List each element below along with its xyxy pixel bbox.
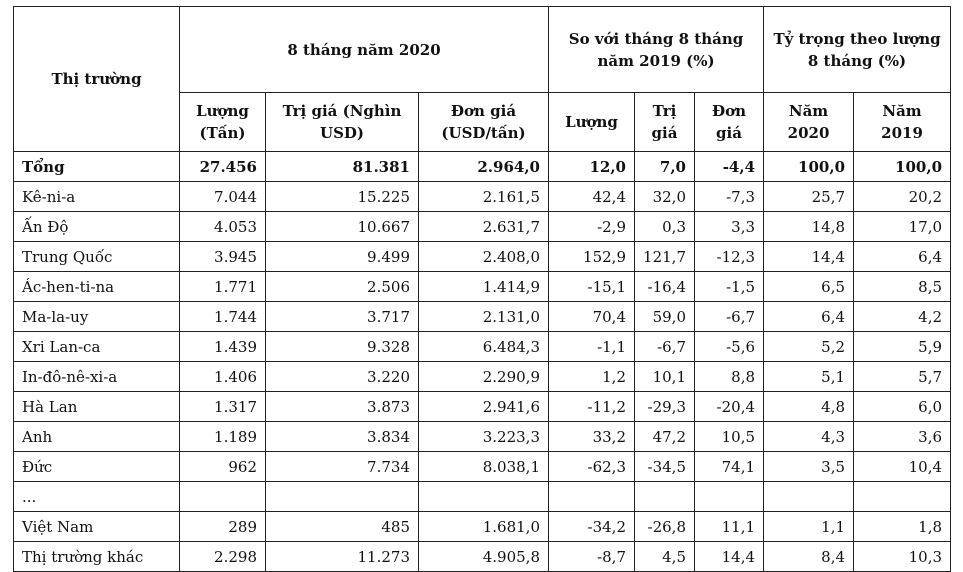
table-row bbox=[14, 512, 951, 542]
value-cell: 11,1 bbox=[695, 512, 764, 542]
value-cell: -12,3 bbox=[695, 242, 764, 272]
table-body bbox=[14, 152, 951, 572]
value-cell: 4,8 bbox=[764, 392, 854, 422]
value-cell: -26,8 bbox=[635, 512, 695, 542]
market-name-cell: Trung Quốc bbox=[14, 242, 180, 272]
market-name-cell: Ma-la-uy bbox=[14, 302, 180, 332]
value-cell: 121,7 bbox=[635, 242, 695, 272]
value-cell: 10,1 bbox=[635, 362, 695, 392]
value-cell: 1.771 bbox=[180, 272, 266, 302]
table-row bbox=[14, 362, 951, 392]
value-cell: 33,2 bbox=[549, 422, 635, 452]
table-row bbox=[14, 332, 951, 362]
value-cell: 42,4 bbox=[549, 182, 635, 212]
value-cell: 70,4 bbox=[549, 302, 635, 332]
value-cell: 10,5 bbox=[695, 422, 764, 452]
header-group-2020: 8 tháng năm 2020 bbox=[180, 7, 549, 93]
value-cell bbox=[266, 482, 419, 512]
value-cell: 9.499 bbox=[266, 242, 419, 272]
table-row bbox=[14, 242, 951, 272]
value-cell: -8,7 bbox=[549, 542, 635, 572]
value-cell: 3,6 bbox=[854, 422, 951, 452]
value-cell: 0,3 bbox=[635, 212, 695, 242]
value-cell: 4,5 bbox=[635, 542, 695, 572]
value-cell: 20,2 bbox=[854, 182, 951, 212]
market-name-cell: Ác-hen-ti-na bbox=[14, 272, 180, 302]
value-cell: 6,0 bbox=[854, 392, 951, 422]
value-cell bbox=[419, 482, 549, 512]
value-cell: 3.223,3 bbox=[419, 422, 549, 452]
value-cell: 3,5 bbox=[764, 452, 854, 482]
value-cell: 2.131,0 bbox=[419, 302, 549, 332]
value-cell: 8,5 bbox=[854, 272, 951, 302]
table-row bbox=[14, 482, 951, 512]
market-name-cell: In-đô-nê-xi-a bbox=[14, 362, 180, 392]
value-cell: 1,8 bbox=[854, 512, 951, 542]
value-cell: 8,4 bbox=[764, 542, 854, 572]
value-cell: 10,4 bbox=[854, 452, 951, 482]
total-row bbox=[14, 152, 951, 182]
market-name-cell: Đức bbox=[14, 452, 180, 482]
value-cell: 100,0 bbox=[764, 152, 854, 182]
value-cell: 7.044 bbox=[180, 182, 266, 212]
value-cell: 4.053 bbox=[180, 212, 266, 242]
value-cell: 3.945 bbox=[180, 242, 266, 272]
market-name-cell: ... bbox=[14, 482, 180, 512]
value-cell: 3,3 bbox=[695, 212, 764, 242]
value-cell: 1.189 bbox=[180, 422, 266, 452]
header-value-change: Trị giá bbox=[635, 93, 695, 152]
value-cell: 17,0 bbox=[854, 212, 951, 242]
value-cell: 2.298 bbox=[180, 542, 266, 572]
value-cell: 2.941,6 bbox=[419, 392, 549, 422]
value-cell bbox=[180, 482, 266, 512]
value-cell: 6.484,3 bbox=[419, 332, 549, 362]
market-name-cell: Ấn Độ bbox=[14, 212, 180, 242]
value-cell: 6,4 bbox=[854, 242, 951, 272]
value-cell bbox=[549, 482, 635, 512]
value-cell: 5,1 bbox=[764, 362, 854, 392]
value-cell: 2.964,0 bbox=[419, 152, 549, 182]
value-cell: 2.408,0 bbox=[419, 242, 549, 272]
market-name-cell: Hà Lan bbox=[14, 392, 180, 422]
table-row bbox=[14, 452, 951, 482]
table-row bbox=[14, 422, 951, 452]
value-cell: 3.220 bbox=[266, 362, 419, 392]
market-name-cell: Anh bbox=[14, 422, 180, 452]
value-cell: 1.439 bbox=[180, 332, 266, 362]
header-market: Thị trường bbox=[14, 7, 180, 152]
value-cell: 27.456 bbox=[180, 152, 266, 182]
header-volume-change: Lượng bbox=[549, 93, 635, 152]
value-cell: -11,2 bbox=[549, 392, 635, 422]
value-cell: 6,4 bbox=[764, 302, 854, 332]
table-row bbox=[14, 182, 951, 212]
value-cell: 12,0 bbox=[549, 152, 635, 182]
value-cell: -1,5 bbox=[695, 272, 764, 302]
value-cell: -2,9 bbox=[549, 212, 635, 242]
market-table bbox=[13, 6, 951, 572]
value-cell: 3.873 bbox=[266, 392, 419, 422]
value-cell: -29,3 bbox=[635, 392, 695, 422]
market-name-cell: Việt Nam bbox=[14, 512, 180, 542]
value-cell: -7,3 bbox=[695, 182, 764, 212]
table-row bbox=[14, 392, 951, 422]
header-unit-price: Đơn giá (USD/tấn) bbox=[419, 93, 549, 152]
value-cell: 1.317 bbox=[180, 392, 266, 422]
value-cell: -62,3 bbox=[549, 452, 635, 482]
value-cell: 81.381 bbox=[266, 152, 419, 182]
value-cell: 3.717 bbox=[266, 302, 419, 332]
value-cell: 5,2 bbox=[764, 332, 854, 362]
value-cell: -5,6 bbox=[695, 332, 764, 362]
value-cell: 74,1 bbox=[695, 452, 764, 482]
value-cell: -1,1 bbox=[549, 332, 635, 362]
value-cell: 10,3 bbox=[854, 542, 951, 572]
value-cell: 15.225 bbox=[266, 182, 419, 212]
table-row bbox=[14, 302, 951, 332]
value-cell bbox=[764, 482, 854, 512]
header-share-2019: Năm 2019 bbox=[854, 93, 951, 152]
value-cell: -6,7 bbox=[635, 332, 695, 362]
header-value: Trị giá (Nghìn USD) bbox=[266, 93, 419, 152]
value-cell: 2.631,7 bbox=[419, 212, 549, 242]
value-cell: -4,4 bbox=[695, 152, 764, 182]
value-cell: 4.905,8 bbox=[419, 542, 549, 572]
value-cell: 7.734 bbox=[266, 452, 419, 482]
header-group-share: Tỷ trọng theo lượng 8 tháng (%) bbox=[764, 7, 951, 93]
value-cell: -15,1 bbox=[549, 272, 635, 302]
value-cell: 152,9 bbox=[549, 242, 635, 272]
value-cell: -16,4 bbox=[635, 272, 695, 302]
market-name-cell: Kê-ni-a bbox=[14, 182, 180, 212]
header-price-change: Đơn giá bbox=[695, 93, 764, 152]
table-row bbox=[14, 212, 951, 242]
value-cell: 11.273 bbox=[266, 542, 419, 572]
header-volume: Lượng (Tấn) bbox=[180, 93, 266, 152]
value-cell bbox=[695, 482, 764, 512]
value-cell: 1.406 bbox=[180, 362, 266, 392]
value-cell: 8,8 bbox=[695, 362, 764, 392]
header-share-2020: Năm 2020 bbox=[764, 93, 854, 152]
value-cell: 10.667 bbox=[266, 212, 419, 242]
value-cell: 1,1 bbox=[764, 512, 854, 542]
value-cell: 14,4 bbox=[764, 242, 854, 272]
header-group-compare: So với tháng 8 tháng năm 2019 (%) bbox=[549, 7, 764, 93]
value-cell: 2.290,9 bbox=[419, 362, 549, 392]
value-cell: 4,3 bbox=[764, 422, 854, 452]
value-cell: 9.328 bbox=[266, 332, 419, 362]
value-cell: 6,5 bbox=[764, 272, 854, 302]
value-cell: 1.681,0 bbox=[419, 512, 549, 542]
value-cell: 100,0 bbox=[854, 152, 951, 182]
table-row bbox=[14, 542, 951, 572]
value-cell: 47,2 bbox=[635, 422, 695, 452]
value-cell: 1.414,9 bbox=[419, 272, 549, 302]
value-cell: 4,2 bbox=[854, 302, 951, 332]
value-cell: 1.744 bbox=[180, 302, 266, 332]
value-cell: 3.834 bbox=[266, 422, 419, 452]
value-cell: -6,7 bbox=[695, 302, 764, 332]
market-name-cell: Thị trường khác bbox=[14, 542, 180, 572]
value-cell: 25,7 bbox=[764, 182, 854, 212]
value-cell: 289 bbox=[180, 512, 266, 542]
value-cell: 2.506 bbox=[266, 272, 419, 302]
value-cell: 32,0 bbox=[635, 182, 695, 212]
value-cell: 962 bbox=[180, 452, 266, 482]
value-cell bbox=[635, 482, 695, 512]
value-cell: 14,4 bbox=[695, 542, 764, 572]
value-cell: -20,4 bbox=[695, 392, 764, 422]
value-cell bbox=[854, 482, 951, 512]
value-cell: 8.038,1 bbox=[419, 452, 549, 482]
value-cell: 5,7 bbox=[854, 362, 951, 392]
value-cell: 5,9 bbox=[854, 332, 951, 362]
value-cell: 14,8 bbox=[764, 212, 854, 242]
market-name-cell: Xri Lan-ca bbox=[14, 332, 180, 362]
value-cell: 7,0 bbox=[635, 152, 695, 182]
value-cell: 485 bbox=[266, 512, 419, 542]
value-cell: 59,0 bbox=[635, 302, 695, 332]
value-cell: -34,2 bbox=[549, 512, 635, 542]
market-name-cell: Tổng bbox=[14, 152, 180, 182]
value-cell: -34,5 bbox=[635, 452, 695, 482]
value-cell: 1,2 bbox=[549, 362, 635, 392]
table-row bbox=[14, 272, 951, 302]
value-cell: 2.161,5 bbox=[419, 182, 549, 212]
